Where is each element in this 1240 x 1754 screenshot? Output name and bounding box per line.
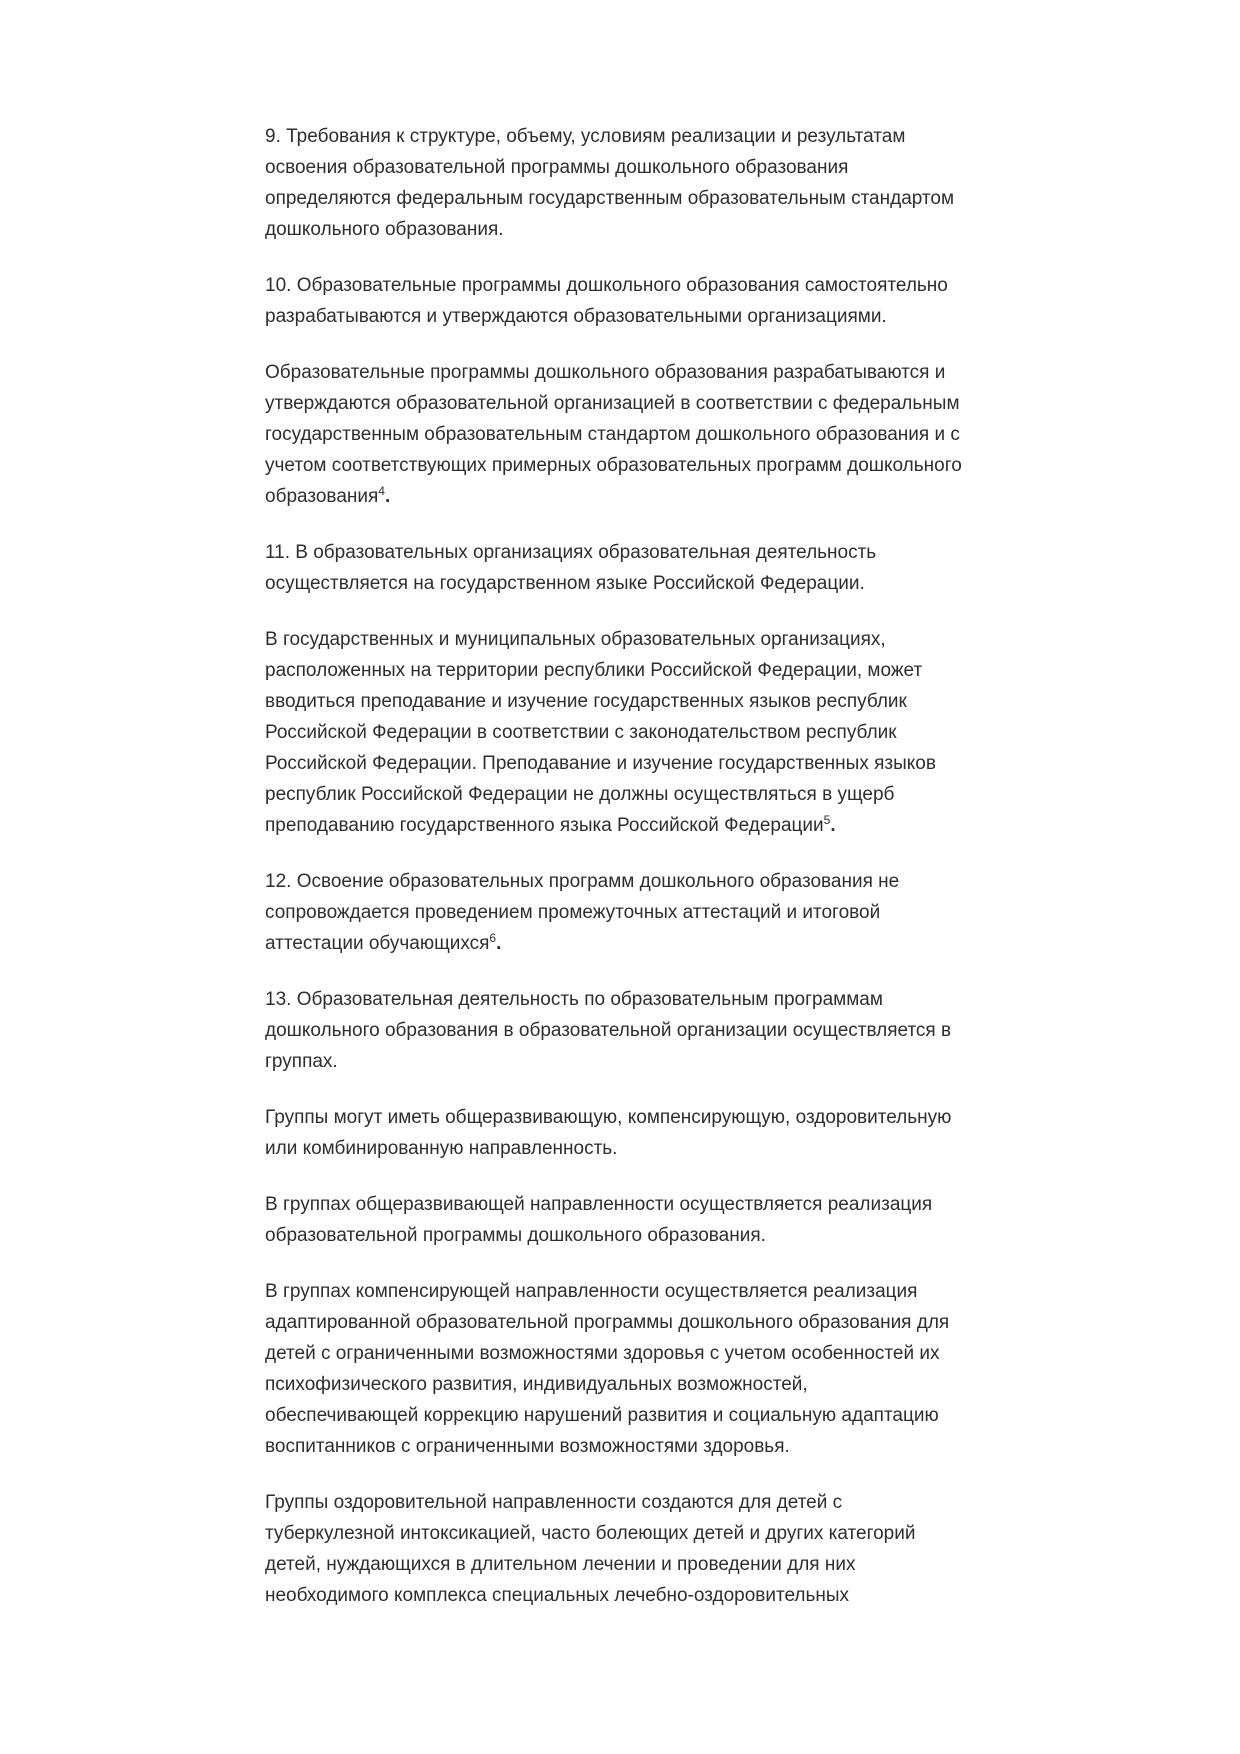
paragraph <box>265 1276 962 1462</box>
sentence-end: . <box>384 486 391 507</box>
text-line <box>265 810 962 841</box>
line-text: детей, нуждающихся в длительном лечении и проведении для них <box>265 1554 856 1575</box>
text-line <box>265 1518 962 1549</box>
text-line <box>265 270 962 301</box>
text-line <box>265 214 962 245</box>
text-line <box>265 1549 962 1580</box>
line-text: 10. Образовательные программы дошкольного образования самостоятельно <box>265 275 948 296</box>
line-text: 12. Освоение образовательных программ дошкольного образования не <box>265 871 900 892</box>
line-text: 11. В образовательных организациях образовательная деятельность <box>265 542 877 563</box>
line-text: дошкольного образования в образовательной организации осуществляется в <box>265 1020 952 1041</box>
paragraph <box>265 624 962 841</box>
line-text: расположенных на территории республики Российской Федерации, может <box>265 660 923 681</box>
line-text: преподаванию государственного языка Российской Федерации <box>265 815 824 836</box>
text-line <box>265 1276 962 1307</box>
line-text: сопровождается проведением промежуточных аттестаций и итоговой <box>265 902 881 923</box>
text-line <box>265 1133 962 1164</box>
text-line <box>265 717 962 748</box>
line-text: образовательной программы дошкольного образования. <box>265 1225 766 1246</box>
line-text: дошкольного образования. <box>265 219 504 240</box>
line-text: туберкулезной интоксикацией, часто болеющих детей и других категорий <box>265 1523 916 1544</box>
text-line <box>265 1015 962 1046</box>
line-text: В группах компенсирующей направленности осуществляется реализация <box>265 1281 918 1302</box>
text-line <box>265 1046 962 1077</box>
line-text: группах. <box>265 1051 338 1072</box>
text-line <box>265 1580 962 1611</box>
sentence-end: . <box>830 815 836 836</box>
footnote-reference: 6 <box>489 931 497 945</box>
text-line <box>265 301 962 332</box>
text-line <box>265 1369 962 1400</box>
text-line <box>265 1307 962 1338</box>
line-text: В государственных и муниципальных образовательных организациях, <box>265 629 886 650</box>
text-line <box>265 450 962 481</box>
paragraph <box>265 984 962 1077</box>
text-line <box>265 537 962 568</box>
text-line <box>265 984 962 1015</box>
text-line <box>265 897 962 928</box>
text-line <box>265 357 962 388</box>
text-line <box>265 779 962 810</box>
text-line <box>265 388 962 419</box>
text-line <box>265 1338 962 1369</box>
text-line <box>265 624 962 655</box>
text-line <box>265 121 962 152</box>
text-line <box>265 481 962 512</box>
line-text: освоения образовательной программы дошкольного образования <box>265 157 849 178</box>
line-text: Российской Федерации. Преподавание и изучение государственных языков <box>265 753 936 774</box>
paragraph <box>265 270 962 332</box>
text-line <box>265 686 962 717</box>
footnote-reference: 5 <box>823 813 831 827</box>
paragraph <box>265 537 962 599</box>
paragraph <box>265 357 962 512</box>
line-text: необходимого комплекса специальных лечебно-оздоровительных <box>265 1585 850 1606</box>
line-text: В группах общеразвивающей направленности осуществляется реализация <box>265 1194 933 1215</box>
text-line <box>265 568 962 599</box>
text-line <box>265 1431 962 1462</box>
sentence-end: . <box>496 933 502 954</box>
line-text: государственным образовательным стандартом дошкольного образования и с <box>265 424 960 445</box>
text-line <box>265 1400 962 1431</box>
line-text: Образовательные программы дошкольного образования разрабатываются и <box>265 362 946 383</box>
line-text: или комбинированную направленность. <box>265 1138 618 1159</box>
text-line <box>265 748 962 779</box>
line-text: 9. Требования к структуре, объему, условиям реализации и результатам <box>265 126 906 147</box>
line-text: психофизического развития, индивидуальных возможностей, <box>265 1374 808 1395</box>
paragraph <box>265 1102 962 1164</box>
line-text: образования <box>265 486 379 507</box>
document-body <box>265 121 962 1636</box>
text-line <box>265 419 962 450</box>
footnote-reference: 4 <box>378 484 385 498</box>
line-text: Группы оздоровительной направленности создаются для детей с <box>265 1492 843 1513</box>
text-line <box>265 152 962 183</box>
text-line <box>265 928 962 959</box>
paragraph <box>265 1189 962 1251</box>
line-text: осуществляется на государственном языке Российской Федерации. <box>265 573 865 594</box>
text-line <box>265 1189 962 1220</box>
line-text: учетом соответствующих примерных образовательных программ дошкольного <box>265 455 962 476</box>
line-text: Российской Федерации в соответствии с законодательством республик <box>265 722 897 743</box>
text-line <box>265 1102 962 1133</box>
paragraph <box>265 866 962 959</box>
line-text: обеспечивающей коррекцию нарушений развития и социальную адаптацию <box>265 1405 939 1426</box>
line-text: республик Российской Федерации не должны осуществляться в ущерб <box>265 784 895 805</box>
line-text: 13. Образовательная деятельность по образовательным программам <box>265 989 883 1010</box>
paragraph <box>265 1487 962 1611</box>
text-line <box>265 1220 962 1251</box>
paragraph <box>265 121 962 245</box>
text-line <box>265 183 962 214</box>
line-text: адаптированной образовательной программы дошкольного образования для <box>265 1312 950 1333</box>
line-text: разрабатываются и утверждаются образовательными организациями. <box>265 306 887 327</box>
line-text: утверждаются образовательной организацией в соответствии с федеральным <box>265 393 960 414</box>
text-line <box>265 655 962 686</box>
line-text: аттестации обучающихся <box>265 933 490 954</box>
line-text: Группы могут иметь общеразвивающую, компенсирующую, оздоровительную <box>265 1107 952 1128</box>
text-line <box>265 866 962 897</box>
line-text: детей с ограниченными возможностями здоровья с учетом особенностей их <box>265 1343 940 1364</box>
line-text: вводиться преподавание и изучение государственных языков республик <box>265 691 907 712</box>
line-text: воспитанников с ограниченными возможностями здоровья. <box>265 1436 790 1457</box>
text-line <box>265 1487 962 1518</box>
line-text: определяются федеральным государственным образовательным стандартом <box>265 188 955 209</box>
